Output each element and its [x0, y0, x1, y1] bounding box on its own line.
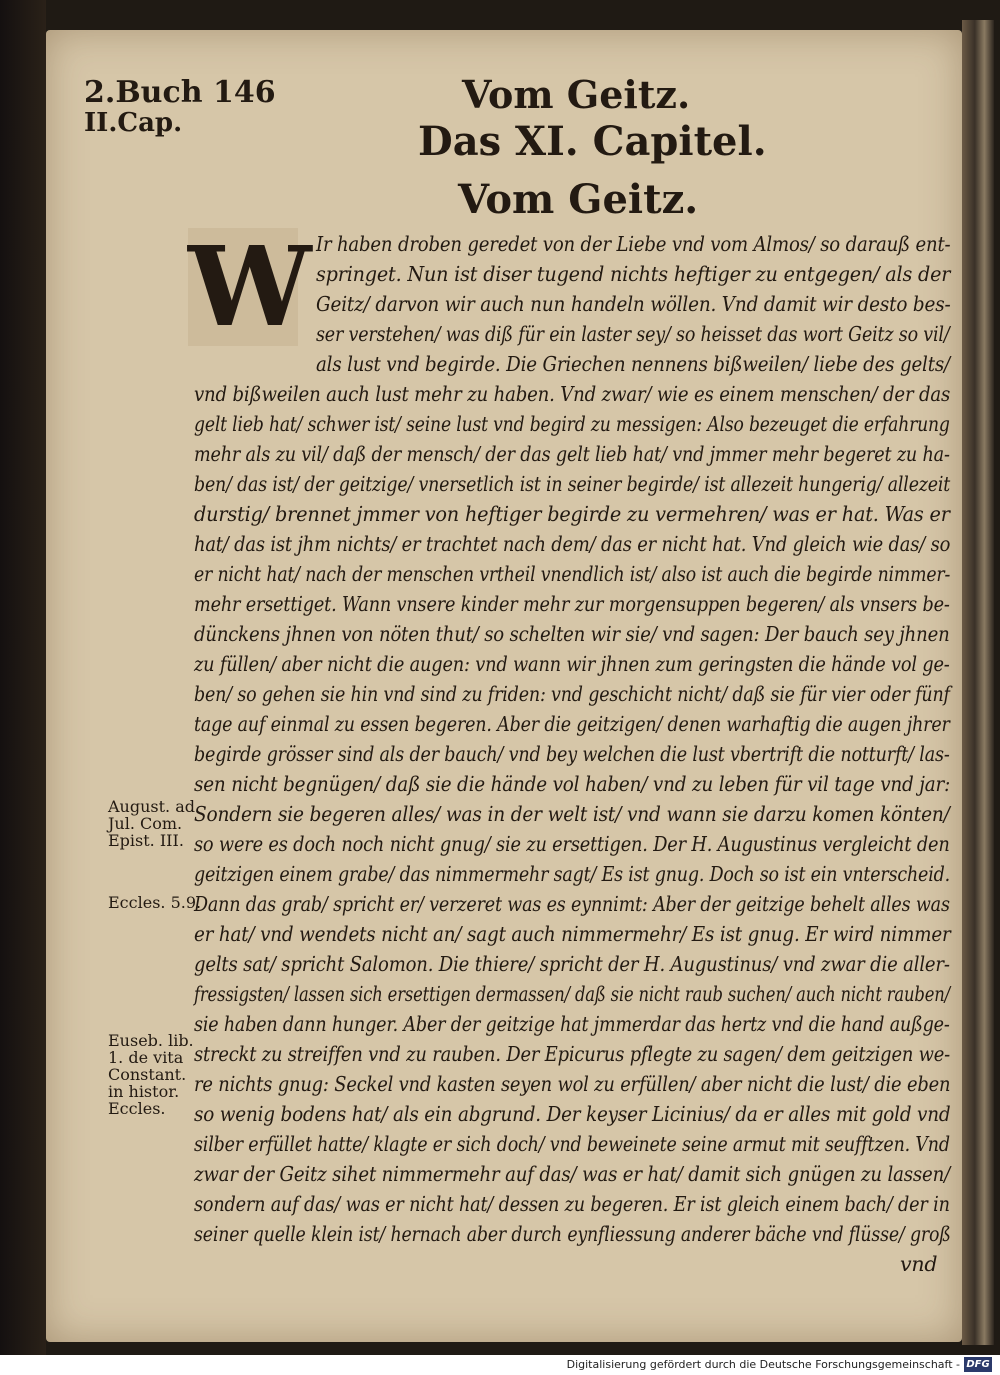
body-line: er nicht hat/ nach der menschen vrtheil vnendlich ist/ also ist auch die begirde nimmer- — [194, 562, 951, 586]
page-number: 2.Buch 146 — [84, 75, 276, 110]
footer-bar — [0, 1355, 1000, 1375]
body-line: re nichts gnug: Seckel vnd kasten seyen wol zu erfüllen/ aber nicht die lust/ die eben — [194, 1072, 951, 1096]
body-line: ser verstehen/ was diß für ein laster sey/ so heisset das wort Geitz so vil/ — [316, 322, 950, 346]
initial-letter: W — [188, 222, 312, 351]
body-line: mehr als zu vil/ daß der mensch/ der das gelt lieb hat/ vnd jmmer mehr begeret zu ha- — [194, 442, 950, 466]
body-line: er hat/ vnd wendets nicht an/ sagt auch nimmermehr/ Es ist gnug. Er wird nimmer — [194, 922, 951, 946]
running-title: Vom Geitz. — [462, 72, 691, 117]
body-line: ben/ so gehen sie hin vnd sind zu friden: vnd geschicht nicht/ daß sie für vier oder fünf — [194, 682, 950, 706]
body-line: streckt zu streiffen vnd zu rauben. Der Epicurus pflegte zu sagen/ dem geitzigen we- — [194, 1042, 951, 1066]
margin-note: Eccles. 5.9. — [108, 893, 202, 912]
decorated-initial — [188, 222, 312, 351]
catchword: vnd — [900, 1252, 938, 1276]
body-line: seiner quelle klein ist/ hernach aber durch eynfliessung anderer bäche vnd flüsse/ groß — [194, 1222, 951, 1246]
body-line: silber erfüllet hatte/ klagte er sich doch/ vnd beweinete seine armut mit seufftzen. Vnd — [194, 1132, 950, 1156]
body-line: dünckens jhnen von nöten thut/ so schelten wir sie/ vnd sagen: Der bauch sey jhnen — [194, 622, 950, 646]
body-line: vnd bißweilen auch lust mehr zu haben. Vnd zwar/ wie es einem menschen/ der das — [194, 382, 951, 406]
body-line: ben/ das ist/ der geitzige/ vnersetlich ist in seiner begirde/ ist allezeit hungerig/ allezeit — [194, 472, 951, 496]
body-line: hat/ das ist jhm nichts/ er trachtet nach dem/ das er nicht hat. Vnd gleich wie das/ so — [194, 532, 951, 556]
scan-left-edge — [0, 0, 46, 1355]
chapter-heading: Das XI. Capitel. — [418, 118, 767, 165]
body-line: geitzigen einem grabe/ das nimmermehr sagt/ Es ist gnug. Doch so ist ein vnterscheid. — [194, 862, 950, 886]
body-line: Geitz/ darvon wir auch nun handeln wöllen. Vnd damit wir desto bes- — [316, 292, 951, 316]
body-line: Sondern sie begeren alles/ was in der welt ist/ vnd wann sie darzu komen könten/ — [194, 802, 950, 826]
body-line: zwar der Geitz sihet nimmermehr auf das/ was er hat/ damit sich gnügen zu lassen/ — [194, 1162, 951, 1186]
body-line: springet. Nun ist diser tugend nichts heftiger zu entgegen/ als der — [316, 262, 951, 286]
body-line: als lust vnd begirde. Die Griechen nennens bißweilen/ liebe des gelts/ — [316, 352, 950, 376]
body-line: sie haben dann hunger. Aber der geitzige hat jmmerdar das hertz vnd die hand außge- — [194, 1012, 950, 1036]
margin-note: Euseb. lib. 1. de vita Constant. in histor. Eccles. — [108, 1031, 194, 1118]
body-line: so wenig bodens hat/ als ein abgrund. Der keyser Licinius/ da er alles mit gold vnd — [194, 1102, 951, 1126]
body-line: Dann das grab/ spricht er/ verzeret was es eynnimt: Aber der geitzige behelt alles was — [194, 892, 950, 916]
footer-credit: Digitalisierung gefördert durch die Deutsche Forschungsgemeinschaft - — [566, 1358, 960, 1371]
chapter-marker: II.Cap. — [84, 108, 183, 138]
dfg-logo: DFG — [964, 1357, 992, 1372]
margin-note: August. ad Jul. Com. Epist. III. — [108, 797, 195, 850]
body-line: mehr ersettiget. Wann vnsere kinder mehr zur morgensuppen begeren/ als vnsers be- — [194, 592, 950, 616]
book-edge — [962, 20, 994, 1345]
body-line: gelt lieb hat/ schwer ist/ seine lust vnd begird zu messigen: Also bezeuget die erfahrung — [194, 412, 950, 436]
body-line: so were es doch noch nicht gnug/ sie zu ersettigen. Der H. Augustinus vergleicht den — [194, 832, 950, 856]
body-line: sondern auf das/ was er nicht hat/ dessen zu begeren. Er ist gleich einem bach/ der in — [194, 1192, 950, 1216]
body-line: durstig/ brennet jmmer von heftiger begirde zu vermehren/ was er hat. Was er — [194, 502, 950, 526]
body-line: begirde grösser sind als der bauch/ vnd bey welchen die lust vbertrift die notturft/ las- — [194, 742, 950, 766]
section-heading: Vom Geitz. — [458, 176, 699, 223]
body-line: Ir haben droben geredet von der Liebe vnd vom Almos/ so darauß ent- — [316, 232, 951, 256]
body-line: fressigsten/ lassen sich ersettigen dermassen/ daß sie nicht raub suchen/ auch nicht rauben/ — [194, 982, 950, 1006]
body-line: gelts sat/ spricht Salomon. Die thiere/ spricht der H. Augustinus/ vnd zwar die aller- — [194, 952, 950, 976]
body-line: zu füllen/ aber nicht die augen: vnd wann wir jhnen zum geringsten die hände vol ge- — [194, 652, 950, 676]
body-line: sen nicht begnügen/ daß sie die hände vol haben/ vnd zu leben für vil tage vnd jar: — [194, 772, 951, 796]
body-line: tage auf einmal zu essen begeren. Aber die geitzigen/ denen warhaftig die augen jhrer — [194, 712, 950, 736]
